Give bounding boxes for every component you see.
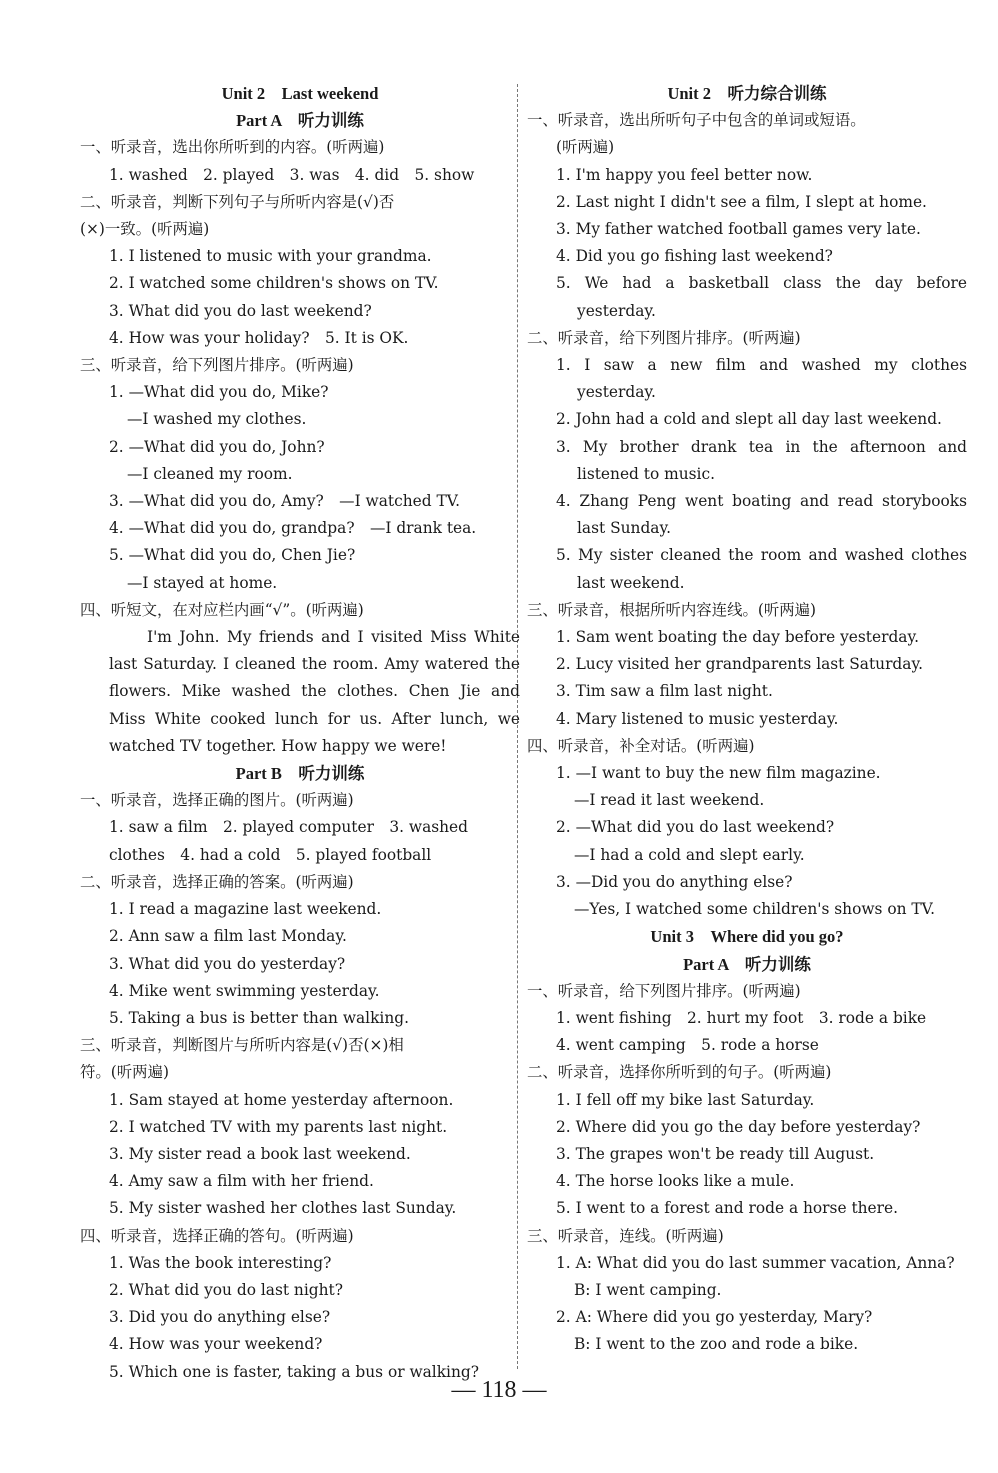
list-item: 4. Mary listened to music yesterday. <box>556 709 839 728</box>
list-item: 2. Last night I didn't see a film, I slept at home. <box>556 192 927 211</box>
list-item: 2. —What did you do last weekend? <box>556 818 835 837</box>
list-item: 1. —I want to buy the new film magazine. <box>556 764 881 783</box>
list-item: 3. The grapes won't be ready till August. <box>556 1144 875 1163</box>
list-item: 3. My brother drank tea in the afternoon and <box>556 437 967 456</box>
list-item: 2. What did you do last night? <box>109 1280 343 1299</box>
question-heading: 四、听录音，选择正确的答句。(听两遍) <box>80 1226 354 1245</box>
list-item: B: I went camping. <box>574 1280 722 1299</box>
question-heading: 三、听录音，连线。(听两遍) <box>527 1226 724 1245</box>
list-item: 4. Mike went swimming yesterday. <box>109 981 380 1000</box>
list-item: 5. My sister washed her clothes last Sunday. <box>109 1199 457 1218</box>
list-item: 4. Amy saw a film with her friend. <box>109 1172 374 1191</box>
question-heading: 三、听录音，根据所听内容连线。(听两遍) <box>527 600 817 619</box>
list-item: 4. —What did you do, grandpa? —I drank tea. <box>109 519 477 538</box>
list-item: 5. —What did you do, Chen Jie? <box>109 546 356 565</box>
passage: I'm John. My friends and I visited Miss White last Saturday. I cleaned the room. Amy watered the flowers. Mike washed the clothes. Chen Jie and Miss White cooked lunch for us. After lunch, we watched TV together. How happy we were! <box>109 628 520 755</box>
question-heading: 一、听录音，选出你所听到的内容。(听两遍) <box>80 138 385 157</box>
unit3-title: Unit 3 Where did you go? <box>650 927 844 947</box>
list-item: 2. Ann saw a film last Monday. <box>109 927 347 946</box>
list-item: 3. —What did you do, Amy? —I watched TV. <box>109 492 461 511</box>
list-item: 1. Was the book interesting? <box>109 1253 332 1272</box>
answer-line: clothes 4. had a cold 5. played football <box>109 845 432 864</box>
list-item: 4. How was your weekend? <box>109 1335 323 1354</box>
list-item: 2. Lucy visited her grandparents last Saturday. <box>556 655 924 674</box>
right-column <box>527 80 967 1359</box>
list-item-cont: last Sunday. <box>577 519 672 538</box>
list-item: 3. Did you do anything else? <box>109 1308 331 1327</box>
answer-line: 4. went camping 5. rode a horse <box>556 1036 819 1055</box>
list-item: 5. Taking a bus is better than walking. <box>109 1008 410 1027</box>
list-item: —Yes, I watched some children's shows on TV. <box>574 900 935 919</box>
answer-line: 1. saw a film 2. played computer 3. washed <box>109 818 469 837</box>
question-heading-cont: (听两遍) <box>556 138 615 157</box>
question-heading: 二、听录音，选择正确的答案。(听两遍) <box>80 872 354 891</box>
list-item: —I washed my clothes. <box>127 410 307 429</box>
question-heading: 三、听录音，给下列图片排序。(听两遍) <box>80 356 354 375</box>
list-item: 4. The horse looks like a mule. <box>556 1172 795 1191</box>
unit-title: Unit 2 Last weekend <box>221 84 379 103</box>
list-item: —I read it last weekend. <box>574 791 765 810</box>
list-item: 1. I listened to music with your grandma. <box>109 247 432 266</box>
list-item: 3. —Did you do anything else? <box>556 872 793 891</box>
list-item: 1. —What did you do, Mike? <box>109 383 329 402</box>
unit3-part-a-title: Part A 听力训练 <box>683 954 811 974</box>
list-item: 2. A: Where did you go yesterday, Mary? <box>556 1308 873 1327</box>
list-item: 1. I saw a new film and washed my clothes <box>556 356 967 375</box>
question-heading-cont: (×)一致。(听两遍) <box>80 220 210 239</box>
list-item: 2. I watched some children's shows on TV. <box>109 274 439 293</box>
unit2-section-title: Unit 2 听力综合训练 <box>667 84 827 103</box>
list-item: 3. What did you do last weekend? <box>109 301 372 320</box>
list-item: 3. What did you do yesterday? <box>109 954 346 973</box>
list-item: 5. Which one is faster, taking a bus or walking? <box>109 1362 479 1381</box>
question-heading: 三、听录音，判断图片与所听内容是(√)否(×)相 <box>80 1036 404 1055</box>
list-item: —I cleaned my room. <box>127 464 293 483</box>
question-heading: 四、听录音，补全对话。(听两遍) <box>527 736 755 755</box>
list-item: 3. Tim saw a film last night. <box>556 682 773 701</box>
list-item: 1. I'm happy you feel better now. <box>556 165 813 184</box>
question-heading: 二、听录音，判断下列句子与所听内容是(√)否 <box>80 192 395 211</box>
list-item: 1. I read a magazine last weekend. <box>109 900 382 919</box>
list-item: 1. Sam stayed at home yesterday afternoon. <box>109 1090 454 1109</box>
list-item-cont: yesterday. <box>577 301 656 320</box>
list-item: 2. John had a cold and slept all day last weekend. <box>556 410 942 429</box>
list-item: 4. How was your holiday? 5. It is OK. <box>109 328 409 347</box>
answer-line: 1. went fishing 2. hurt my foot 3. rode a bike <box>556 1008 927 1027</box>
page-number: — 118 — <box>451 1377 547 1403</box>
answer-line: 1. washed 2. played 3. was 4. did 5. show <box>109 165 475 184</box>
part-a-title: Part A 听力训练 <box>236 111 364 131</box>
list-item: 1. A: What did you do last summer vacation, Anna? <box>556 1253 955 1272</box>
question-heading: 四、听短文，在对应栏内画“√”。(听两遍) <box>80 600 364 619</box>
list-item: B: I went to the zoo and rode a bike. <box>574 1335 859 1354</box>
list-item: 3. My sister read a book last weekend. <box>109 1144 411 1163</box>
left-column <box>80 80 520 1386</box>
list-item: 5. We had a basketball class the day before <box>556 274 967 293</box>
list-item: 2. Where did you go the day before yesterday? <box>556 1117 921 1136</box>
part-b-title: Part B 听力训练 <box>235 764 365 784</box>
question-heading: 二、听录音，给下列图片排序。(听两遍) <box>527 328 801 347</box>
question-heading-cont: 符。(听两遍) <box>80 1063 169 1082</box>
list-item: 1. I fell off my bike last Saturday. <box>556 1090 815 1109</box>
list-item: 4. Zhang Peng went boating and read storybooks <box>556 492 967 511</box>
list-item: 2. —What did you do, John? <box>109 437 325 456</box>
list-item: 5. My sister cleaned the room and washed clothes <box>556 546 967 565</box>
list-item: 2. I watched TV with my parents last night. <box>109 1117 448 1136</box>
list-item: —I stayed at home. <box>127 573 278 592</box>
list-item-cont: yesterday. <box>577 383 656 402</box>
list-item: 4. Did you go fishing last weekend? <box>556 247 833 266</box>
question-heading: 一、听录音，选出所听句子中包含的单词或短语。 <box>527 111 866 130</box>
list-item: 1. Sam went boating the day before yesterday. <box>556 628 920 647</box>
list-item: 3. My father watched football games very late. <box>556 220 921 239</box>
question-heading: 一、听录音，给下列图片排序。(听两遍) <box>527 981 801 1000</box>
list-item-cont: listened to music. <box>577 464 715 483</box>
list-item-cont: last weekend. <box>577 573 685 592</box>
question-heading: 一、听录音，选择正确的图片。(听两遍) <box>80 791 354 810</box>
list-item: —I had a cold and slept early. <box>574 845 805 864</box>
question-heading: 二、听录音，选择你所听到的句子。(听两遍) <box>527 1063 832 1082</box>
list-item: 5. I went to a forest and rode a horse there. <box>556 1199 899 1218</box>
